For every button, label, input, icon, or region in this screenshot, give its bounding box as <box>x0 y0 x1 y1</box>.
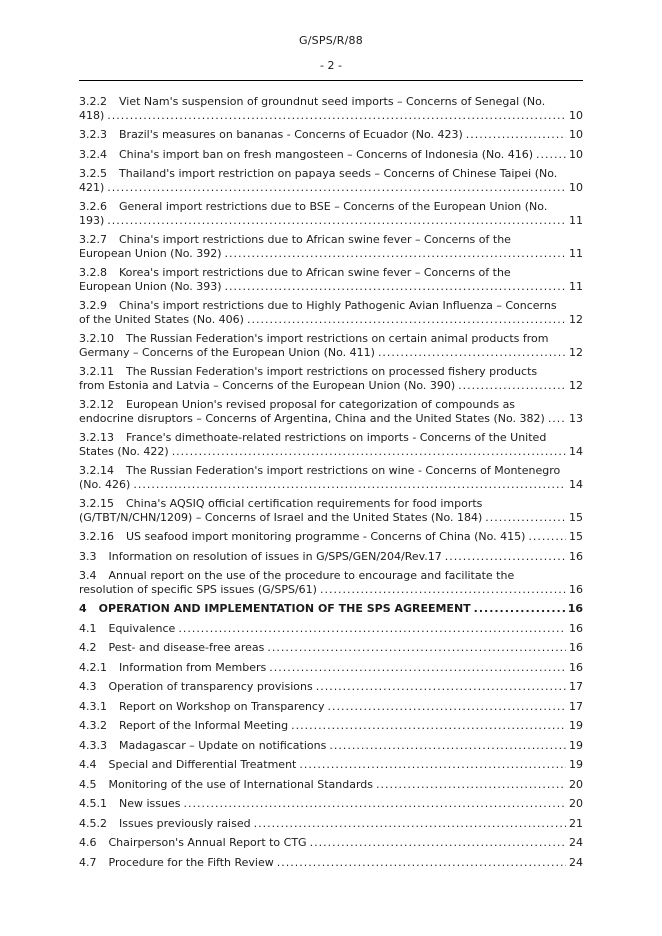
toc-entry-text <box>79 550 566 564</box>
toc-entry-title: Thailand's import restriction on papaya seeds – Concerns of Chinese Taipei (No. 421) <box>79 167 558 194</box>
toc-entry[interactable] <box>79 128 583 142</box>
toc-entry-number: 4.7 <box>79 855 97 869</box>
toc-entry-text <box>79 700 566 714</box>
toc-entry-number: 3.2.6 <box>79 200 107 213</box>
toc-entry-text <box>79 431 566 458</box>
toc-entry[interactable] <box>79 365 583 392</box>
toc-entry[interactable] <box>79 200 583 227</box>
toc-entry-number: 4.5.2 <box>79 816 107 830</box>
toc-entry-title: Operation of transparency provisions <box>108 680 313 693</box>
toc-entry-page: 11 <box>569 213 583 227</box>
toc-entry[interactable] <box>79 700 583 714</box>
toc-entry-text <box>79 167 566 194</box>
toc-entry-page: 12 <box>569 345 583 359</box>
toc-entry-number: 3.3 <box>79 549 97 563</box>
toc-entry[interactable] <box>79 167 583 194</box>
toc-entry-text <box>79 602 565 616</box>
toc-entry-text <box>79 836 566 850</box>
toc-entry-number: 4.3 <box>79 680 97 693</box>
toc-entry-title: Chairperson's Annual Report to CTG <box>108 836 307 849</box>
toc-entry-number: 3.2.9 <box>79 299 107 312</box>
toc-entry-text <box>79 641 566 655</box>
toc-entry-title: Monitoring of the use of International Standards <box>108 777 374 791</box>
toc-entry-text <box>79 128 566 142</box>
toc-entry-title: China's import restrictions due to Highly Pathogenic Avian Influenza – Concerns of the United States (No. 406) <box>79 299 557 326</box>
toc-entry-text <box>79 719 566 733</box>
toc-entry-number: 4.3.1 <box>79 699 107 713</box>
toc-entry-text <box>79 739 566 753</box>
toc-entry-number: 4.1 <box>79 621 97 635</box>
toc-entry[interactable] <box>79 464 583 491</box>
toc-entry[interactable] <box>79 550 583 564</box>
toc-entry-text <box>79 622 566 636</box>
toc-entry-title: Issues previously raised <box>119 816 251 830</box>
toc-entry-number: 3.2.8 <box>79 266 107 279</box>
toc-entry[interactable] <box>79 836 583 850</box>
toc-entry-text <box>79 365 566 392</box>
toc-entry[interactable] <box>79 299 583 326</box>
toc-entry[interactable] <box>79 497 583 524</box>
toc-entry-title: Brazil's measures on bananas - Concerns of Ecuador (No. 423) <box>119 128 463 141</box>
toc-entry[interactable] <box>79 148 583 162</box>
toc-entry-title: OPERATION AND IMPLEMENTATION OF THE SPS AGREEMENT <box>98 602 471 615</box>
page-number-label: - 2 - <box>320 59 342 72</box>
toc-entry-title: China's import restrictions due to African swine fever – Concerns of the European Union (No. 392) <box>79 233 511 260</box>
toc-entry-text <box>79 200 566 227</box>
toc-entry-title: Korea's import restrictions due to African swine fever – Concerns of the European Union (No. 393) <box>79 266 511 293</box>
toc-entry[interactable] <box>79 661 583 675</box>
toc-entry-title: France's dimethoate-related restrictions on imports - Concerns of the United States (No. 422) <box>79 431 547 458</box>
toc-entry[interactable] <box>79 602 583 616</box>
toc-entry-title: Report on Workshop on Transparency <box>119 699 325 713</box>
toc-entry-number: 4.5 <box>79 777 97 791</box>
toc-list <box>79 95 583 869</box>
toc-entry[interactable] <box>79 233 583 260</box>
toc-entry-text <box>79 398 566 425</box>
toc-entry-text <box>79 817 566 831</box>
toc-entry-text <box>79 332 566 359</box>
toc-entry-number: 4.6 <box>79 836 97 849</box>
toc-entry-page: 11 <box>569 246 583 260</box>
toc-entry-title: US seafood import monitoring programme - Concerns of China (No. 415) <box>126 530 526 543</box>
toc-entry-page: 20 <box>569 797 583 810</box>
toc-entry[interactable] <box>79 622 583 636</box>
toc-entry-text <box>79 856 566 870</box>
toc-entry-page: 17 <box>569 680 583 693</box>
toc-entry-number: 4 <box>79 602 87 615</box>
toc-entry-page: 14 <box>569 444 583 458</box>
toc-entry-page: 11 <box>569 279 583 293</box>
toc-entry-number: 3.2.16 <box>79 530 114 543</box>
toc-entry-page: 15 <box>569 510 583 524</box>
toc-entry[interactable] <box>79 856 583 870</box>
toc-entry-number: 4.5.1 <box>79 797 107 810</box>
toc-entry[interactable] <box>79 641 583 655</box>
toc-entry-number: 3.2.7 <box>79 233 107 246</box>
toc-entry-title: The Russian Federation's import restrictions on certain animal products from Germany – Concerns of the European Union (No. 411) <box>79 332 549 359</box>
toc-entry-text <box>79 148 566 162</box>
toc-entry-page: 10 <box>569 108 583 122</box>
toc-entry-title: General import restrictions due to BSE – Concerns of the European Union (No. 193) <box>79 200 548 227</box>
toc-entry-title: Pest- and disease-free areas <box>108 641 265 654</box>
toc-entry-page: 21 <box>569 816 583 830</box>
toc-entry-page: 19 <box>569 758 583 771</box>
toc-entry-text <box>79 797 566 811</box>
toc-entry-page: 16 <box>567 602 583 615</box>
toc-entry-text <box>79 680 566 694</box>
toc-entry-text <box>79 233 566 260</box>
toc-entry-page: 14 <box>569 477 583 491</box>
toc-entry-title: China's import ban on fresh mangosteen – Concerns of Indonesia (No. 416) <box>119 147 534 161</box>
toc-entry-page: 16 <box>569 641 583 654</box>
toc-entry-title: New issues <box>119 797 181 810</box>
toc-entry-number: 4.3.3 <box>79 738 107 752</box>
toc-entry-number: 3.2.14 <box>79 464 114 477</box>
toc-entry-title: Annual report on the use of the procedure to encourage and facilitate the resolution of specific SPS issues (G/SPS/61) <box>79 569 515 596</box>
toc-entry[interactable] <box>79 817 583 831</box>
toc-entry[interactable] <box>79 95 583 122</box>
toc-entry[interactable] <box>79 778 583 792</box>
toc-entry-page: 16 <box>569 549 583 563</box>
toc-entry-text <box>79 569 566 596</box>
toc-entry[interactable] <box>79 797 583 811</box>
toc-entry-number: 3.2.5 <box>79 167 107 180</box>
toc-entry-page: 12 <box>569 312 583 326</box>
toc-entry-page: 19 <box>569 738 583 752</box>
toc-entry-title: The Russian Federation's import restrictions on wine - Concerns of Montenegro (No. 426) <box>79 464 561 491</box>
toc-entry-title: The Russian Federation's import restrictions on processed fishery products from Estonia and Latvia – Concerns of the European Union (No. 390) <box>79 365 538 392</box>
toc-entry-text <box>79 530 566 544</box>
toc-entry-title: Procedure for the Fifth Review <box>108 855 274 869</box>
toc-entry-number: 3.2.13 <box>79 431 114 444</box>
toc-entry[interactable] <box>79 680 583 694</box>
toc-entry[interactable] <box>79 739 583 753</box>
toc-entry-page: 20 <box>569 777 583 791</box>
toc-entry-text <box>79 497 566 524</box>
toc-entry-title: Information from Members <box>119 660 267 674</box>
toc-entry-title: China's AQSIQ official certification requirements for food imports (G/TBT/N/CHN/1209) – Concerns of Israel and the United States (No. 184) <box>79 497 483 524</box>
toc-entry-text <box>79 95 566 122</box>
toc-entry[interactable] <box>79 719 583 733</box>
toc-entry-page: 10 <box>569 147 583 161</box>
toc-entry-page: 16 <box>569 582 583 596</box>
toc-entry-number: 3.2.3 <box>79 128 107 141</box>
toc-entry[interactable] <box>79 431 583 458</box>
toc-entry-number: 3.2.4 <box>79 147 107 161</box>
toc-entry[interactable] <box>79 266 583 293</box>
toc-entry-title: Equivalence <box>108 621 176 635</box>
toc-entry-page: 15 <box>569 530 583 543</box>
toc-entry-number: 3.2.10 <box>79 332 114 345</box>
toc-entry-page: 10 <box>569 128 583 141</box>
toc-entry[interactable] <box>79 758 583 772</box>
toc-entry-number: 3.2.15 <box>79 497 114 510</box>
toc-entry-page: 13 <box>569 411 583 425</box>
doc-symbol: G/SPS/R/88 <box>299 34 363 47</box>
toc-entry-text <box>79 464 566 491</box>
toc-entry-text <box>79 778 566 792</box>
toc-entry-number: 3.4 <box>79 569 97 582</box>
header-rule <box>79 80 583 81</box>
toc-entry-text <box>79 661 566 675</box>
toc-entry-number: 4.4 <box>79 758 97 771</box>
toc-entry[interactable] <box>79 530 583 544</box>
toc-entry-number: 4.2 <box>79 641 97 654</box>
toc-entry-text <box>79 758 566 772</box>
toc-entry-page: 19 <box>569 719 583 732</box>
toc-entry-page: 24 <box>569 855 583 869</box>
toc-entry-page: 12 <box>569 378 583 392</box>
toc-entry[interactable] <box>79 332 583 359</box>
toc-entry-page: 10 <box>569 180 583 194</box>
toc-entry-page: 16 <box>569 660 583 674</box>
toc-entry-title: Special and Differential Treatment <box>108 758 297 771</box>
toc-entry-number: 4.3.2 <box>79 719 107 732</box>
toc-entry[interactable] <box>79 569 583 596</box>
toc-entry-text <box>79 266 566 293</box>
toc-entry-number: 3.2.11 <box>79 365 114 378</box>
toc-entry-title: Viet Nam's suspension of groundnut seed imports – Concerns of Senegal (No. 418) <box>79 95 546 122</box>
toc-entry-number: 4.2.1 <box>79 660 107 674</box>
toc-entry-title: Madagascar – Update on notifications <box>119 738 327 752</box>
toc-entry[interactable] <box>79 398 583 425</box>
toc-entry-page: 17 <box>569 699 583 713</box>
toc-entry-title: Information on resolution of issues in G/SPS/GEN/204/Rev.17 <box>108 549 442 563</box>
toc-entry-title: European Union's revised proposal for categorization of compounds as endocrine disruptors – Concerns of Argentina, China and the United States (No. 382) <box>79 398 545 425</box>
toc-entry-text <box>79 299 566 326</box>
toc-entry-page: 24 <box>569 836 583 849</box>
toc-entry-title: Report of the Informal Meeting <box>119 719 289 732</box>
toc-entry-number: 3.2.12 <box>79 398 114 411</box>
toc-entry-page: 16 <box>569 621 583 635</box>
toc-entry-number: 3.2.2 <box>79 95 107 108</box>
